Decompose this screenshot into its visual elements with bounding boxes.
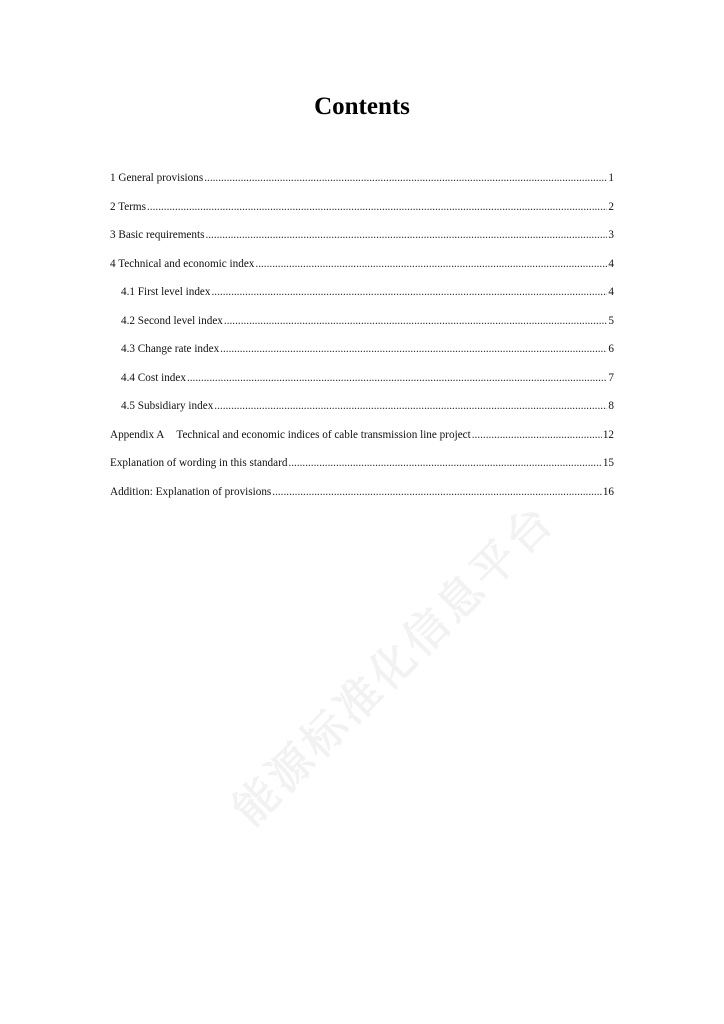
toc-dot-leader — [288, 455, 601, 471]
page-title: Contents — [314, 93, 410, 120]
toc-page-number: 2 — [608, 200, 614, 213]
toc-dot-leader — [214, 398, 607, 414]
toc-entry-first-level-index[interactable] — [110, 284, 614, 313]
toc-entry-label: 1 General provisions — [110, 172, 204, 184]
watermark: 能源标准化信息平台 — [223, 494, 565, 836]
toc-page-number: 16 — [602, 485, 614, 498]
toc-appendix-title: Technical and economic indices of cable transmission line project — [176, 428, 471, 441]
toc-entry-second-level-index[interactable] — [110, 313, 614, 342]
toc-entry-label: Explanation of wording in this standard — [110, 457, 288, 469]
toc-dot-leader — [187, 370, 607, 386]
toc-entry-subsidiary-index[interactable] — [110, 398, 614, 427]
toc-entry-label: 3 Basic requirements — [110, 229, 205, 241]
toc-page-number: 4 — [608, 257, 614, 270]
toc-entry-general-provisions[interactable] — [110, 170, 614, 199]
toc-dot-leader — [147, 199, 607, 215]
toc-entry-label: 2 Terms — [110, 200, 146, 213]
toc-page-number: 7 — [608, 371, 614, 384]
toc-page-number: 6 — [608, 343, 614, 355]
toc-dot-leader — [204, 170, 607, 186]
toc-entry-label: 4.5 Subsidiary index — [121, 400, 214, 412]
toc-dot-leader — [472, 427, 602, 443]
toc-entry-appendix-a[interactable] — [110, 427, 614, 456]
toc-entry-label: Addition: Explanation of provisions — [110, 485, 272, 498]
toc-entry-label: 4.3 Change rate index — [121, 343, 220, 355]
toc-page-number: 4 — [608, 286, 614, 298]
toc-page-number: 12 — [602, 428, 614, 441]
toc-entry-label: 4.1 First level index — [121, 286, 211, 298]
toc-entry-label: 4 Technical and economic index — [110, 257, 255, 270]
toc-entry-label: 4.4 Cost index — [121, 371, 186, 384]
toc-page-number: 1 — [608, 172, 614, 184]
toc-entry-cost-index[interactable] — [110, 370, 614, 399]
table-of-contents — [110, 170, 614, 512]
toc-entry-explanation-of-wording[interactable] — [110, 455, 614, 484]
toc-page-number: 8 — [608, 400, 614, 412]
toc-dot-leader — [224, 313, 608, 329]
toc-dot-leader — [212, 284, 608, 300]
toc-dot-leader — [272, 484, 602, 500]
toc-entry-basic-requirements[interactable] — [110, 227, 614, 256]
toc-page-number: 5 — [608, 314, 614, 327]
toc-dot-leader — [255, 256, 607, 272]
toc-entry-explanation-of-provisions[interactable] — [110, 484, 614, 513]
toc-entry-label: 4.2 Second level index — [121, 314, 223, 327]
toc-entry-change-rate-index[interactable] — [110, 341, 614, 370]
toc-page-number: 15 — [602, 457, 614, 469]
toc-dot-leader — [205, 227, 607, 243]
toc-page-number: 3 — [608, 229, 614, 241]
toc-appendix-prefix: Appendix A — [110, 428, 165, 441]
toc-entry-terms[interactable] — [110, 199, 614, 228]
toc-entry-label — [110, 427, 471, 443]
toc-entry-technical-economic-index[interactable] — [110, 256, 614, 285]
toc-dot-leader — [220, 341, 607, 357]
